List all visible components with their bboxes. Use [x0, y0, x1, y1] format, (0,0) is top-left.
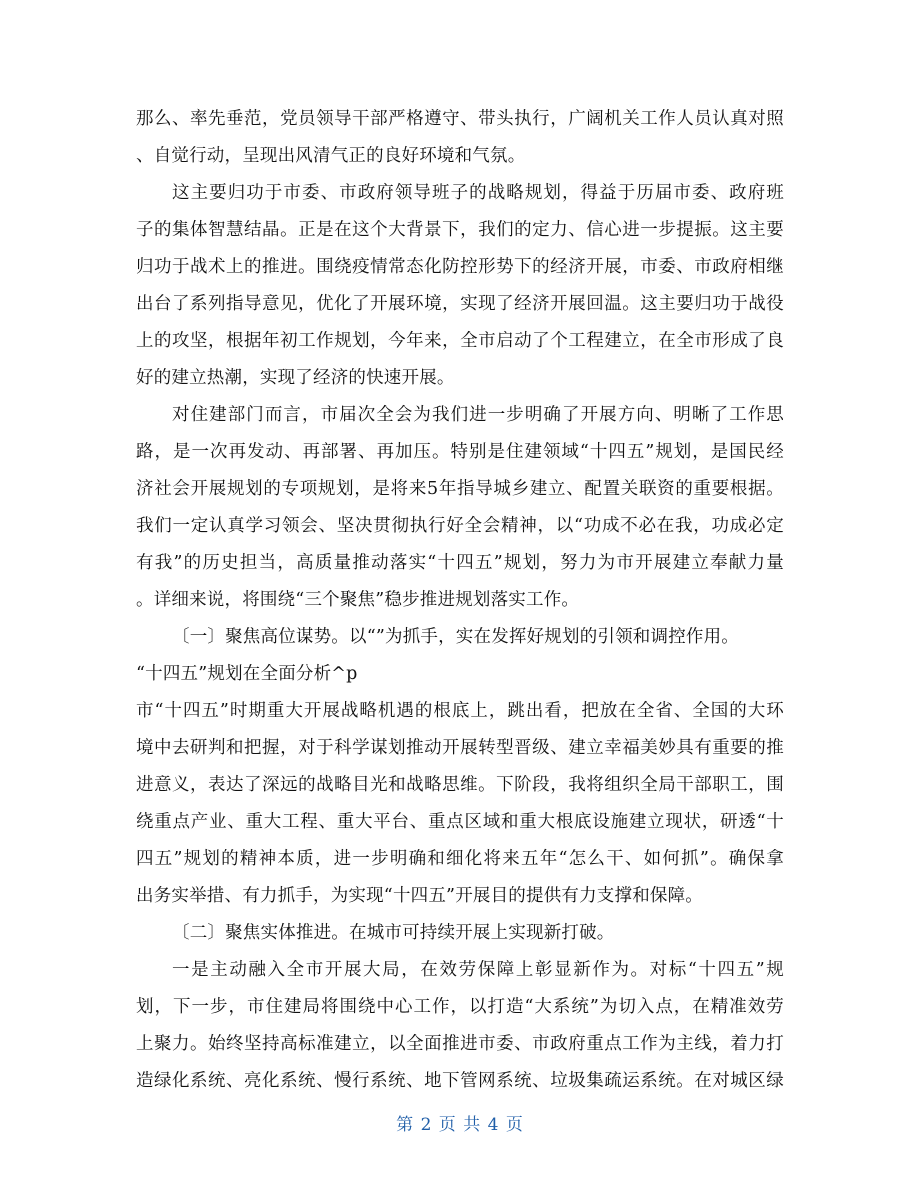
text-line: 济社会开展规划的专项规划，是将来5年指导城乡建立、配置关联资的重要根据。: [136, 479, 784, 499]
text-line: 境中去研判和把握，对于科学谋划推动开展转型晋级、建立幸福美妙具有重要的推: [136, 738, 784, 758]
text-line: 路，是一次再发动、再部署、再加压。特别是住建领域“十四五”规划，是国民经: [136, 442, 784, 462]
text-line: 。详细来说，将围绕“三个聚焦”稳步推进规划落实工作。: [136, 590, 580, 610]
text-line: “十四五”规划在全面分析^p: [136, 664, 358, 684]
text-line: 出台了系列指导意见，优化了开展环境，实现了经济开展回温。这主要归功于战役: [136, 294, 784, 314]
text-line: 上聚力。始终坚持高标准建立，以全面推进市委、市政府重点工作为主线，着力打: [136, 1034, 784, 1054]
text-line: 那么、率先垂范，党员领导干部严格遵守、带头执行，广阔机关工作人员认真对照: [136, 109, 784, 129]
paragraph-start-line: 这主要归功于市委、市政府领导班子的战略规划，得益于历届市委、政府班: [172, 183, 784, 203]
text-line: 进意义，表达了深远的战略目光和战略思维。下阶段，我将组织全局干部职工，围: [136, 775, 784, 795]
text-line: 子的集体智慧结晶。正是在这个大背景下，我们的定力、信心进一步提振。这主要: [136, 220, 784, 240]
text-line: 好的建立热潮，实现了经济的快速开展。: [136, 368, 455, 388]
text-line: 、自觉行动，呈现出风清气正的良好环境和气氛。: [136, 146, 526, 166]
text-line: 绕重点产业、重大工程、重大平台、重点区域和重大根底设施建立现状，研透“十: [136, 812, 784, 832]
text-line: 我们一定认真学习领会、坚决贯彻执行好全会精神，以“功成不必在我，功成必定: [136, 516, 784, 536]
text-line: 四五”规划的精神本质，进一步明确和细化将来五年“怎么干、如何抓”。确保拿: [136, 849, 784, 869]
text-line: 有我”的历史担当，高质量推动落实“十四五”规划，努力为市开展建立奉献力量: [136, 553, 784, 573]
section-heading-2: 〔二〕聚焦实体推进。在城市可持续开展上实现新打破。: [172, 923, 615, 943]
text-line: 造绿化系统、亮化系统、慢行系统、地下管网系统、垃圾集疏运系统。在对城区绿: [136, 1071, 784, 1091]
text-line: 市“十四五”时期重大开展战略机遇的根底上，跳出看，把放在全省、全国的大环: [136, 701, 784, 721]
section-heading-1: 〔一〕聚焦高位谋势。以“”为抓手，实在发挥好规划的引领和调控作用。: [172, 627, 739, 647]
text-line: 划，下一步，市住建局将围绕中心工作，以打造“大系统”为切入点，在精准效劳: [136, 997, 784, 1017]
paragraph-start-line: 一是主动融入全市开展大局，在效劳保障上彰显新作为。对标“十四五”规: [172, 960, 784, 980]
text-line: 归功于战术上的推进。围绕疫情常态化防控形势下的经济开展，市委、市政府相继: [136, 257, 784, 277]
text-line: 出务实举措、有力抓手，为实现“十四五”开展目的提供有力支撑和保障。: [136, 886, 703, 906]
paragraph-start-line: 对住建部门而言，市届次全会为我们进一步明确了开展方向、明晰了工作思: [172, 405, 784, 425]
page-footer: 第 2 页 共 4 页: [396, 1115, 524, 1135]
text-line: 上的攻坚，根据年初工作规划，今年来，全市启动了个工程建立，在全市形成了良: [136, 331, 784, 351]
